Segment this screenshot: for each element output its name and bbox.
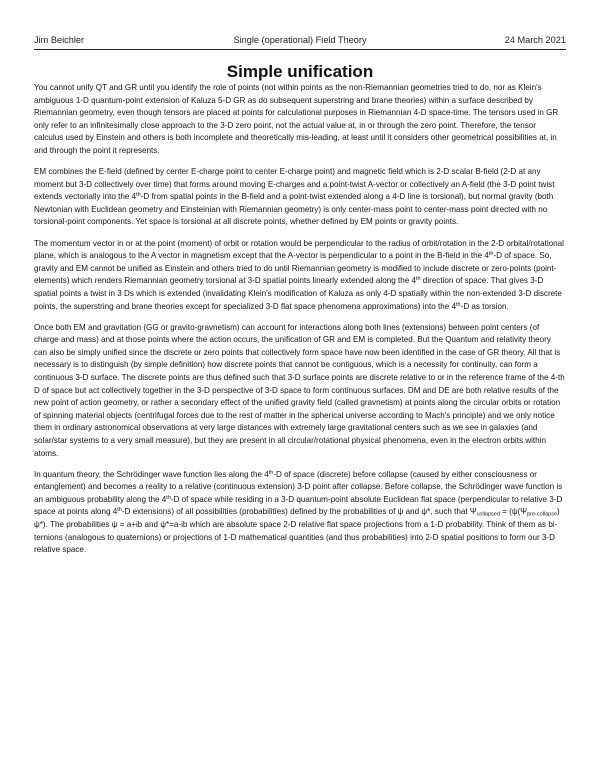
paragraph-5: In quantum theory, the Schrödinger wave function lies along the 4th-D of space (discrete) before collapse (caused by either consciousness or entanglement) and becomes a reality to a relative (continuous extension) 3-D point after collapse. Before collapse, the Schrödinger wave function is an ambiguous probability along the 4th-D of space while residing in a 3-D quantum-point absolute Euclidean flat space (perpendicular to relative 3-D space at points along 4th-D extensions) of all possibilities (probabilities) defined by the probabilities of ψ and ψ*, such that $\Psi_{collapsed} = (\psi(\Psi_{pre-collapse})$ ψ*). The probabilities ψ = a+ib and ψ*=a-ib which are absolute space 2-D relative flat space projections from a 1-D probability. Think of them as bi-ternions (analogous to quaternions) or projections of 1-D mathematical quantities (and thus probabilities) into 2-D spatial positions to form our 3-D relative space. [34,469,563,555]
document-body [34,82,566,565]
paragraph-3: The momentum vector in or at the point (moment) of orbit or rotation would be perpendicular to the radius of orbit/rotation in the 2-D orbital/rotational plane, which is analogous to the A vector in magnetism except that the A-vector is perpendicular to a point in the B-field in the 4th-D of space. So, gravity and EM cannot be unified as Einstein and others tried to do until Riemannian geometry is modified to include discrete or zero-points (point-elements) which renders Riemannian geometry torsional at 3-D spatial points linearly extended along the 4th direction of space. That gives 3-D spatial points a twist in 3 Ds which is extended (invalidating Klein's modification of Kaluza as only 4-D spatially within the non-extended 3-D discrete points, the superstring and brane theories except for specialized 3-D flat space phenomena approximations) into the 4th-D as torsion. [34,238,564,311]
header-author: Jim Beichler [34,35,85,45]
page-header [34,35,566,50]
paragraph-1: You cannot unify QT and GR until you identify the role of points (not within points as the non-Riemannian geometries tried to do, nor as Klein's ambiguous 1-D quantum-point extension of Kaluza 5-D GR as do subsequent superstring and brane theories) within a surface described by Riemannian geometry, even though tensors are placed at points for calculational purposes in Riemannian 4-D space-time. The tensors used in GR only refer to an infinitesimally close approach to the 3-D zero point, not the actual value at, in or through the zero point. Therefore, the tensor calculus used by Einstein and others is both incomplete and theoretically mis-leading, at least until it considers other geometrical possibilities at, in and through the point it represents. [34,83,559,155]
header-running-title: Single (operational) Field Theory [233,35,367,45]
header-date: 24 March 2021 [504,35,566,45]
page-title: Simple unification [226,62,374,81]
paragraph-2: EM combines the E-field (defined by center E-charge point to center E-charge point) and magnetic field which is 2-D scalar B-field (2-D at any moment but 3-D collectively over time) that forms around moving E-charges and a point-twist A-vector or collectively an A-field (the 3-D point twist extends vectorially into the 4th-D from spatial points in the B-field and a point-twist extended along a 4-D line is torsional), but normal gravity (both Newtonian with Euclidean geometry and Einsteinian with Riemannian geometry) is only center-mass point to center-mass point directed with no torsional-point components. Yet space is torsional at all discrete points, whether defined by EM points or gravity points. [34,167,555,227]
paragraph-4: Once both EM and gravitation (GG or gravito-gravnetism) can account for interactions along both lines (extensions) between point centers (of charge and mass) and at those points where the action occurs, the unification of GR and EM is completed. But the Quantum and relativity theory can also be simply unified since the discrete or zero points that collectively form space have now been identified in the case of GR theory. All that is necessary is to distinguish (by simple definition) how discrete points that cannot be contiguous, which is a necessity for continuity, can form a continuous 3-D surface. The discrete points are thus defined such that 3-D surface points are discrete relative to or in the reference frame of the 4-th D of space but act collectively together in the 3-D perspective of 3-D space to form continuous surfaces. DM and DE are both relative results of the new point of action geometry, or rather a secondary effect of the unified gravity field (called gravnetism) at points along the circular orbits or rotation of spinning material objects (centrifugal forces due to the rest of matter in the spherical universe according to Mach's principle) and we only notice them in ordinary astronomical observations at very large distances with extremely large gravitational centers such as we see in galaxies (and solar/star systems to a very small measure), but they are present in all circular/rotational physical phenomena, even in the electron orbits within atoms. [34,322,565,458]
